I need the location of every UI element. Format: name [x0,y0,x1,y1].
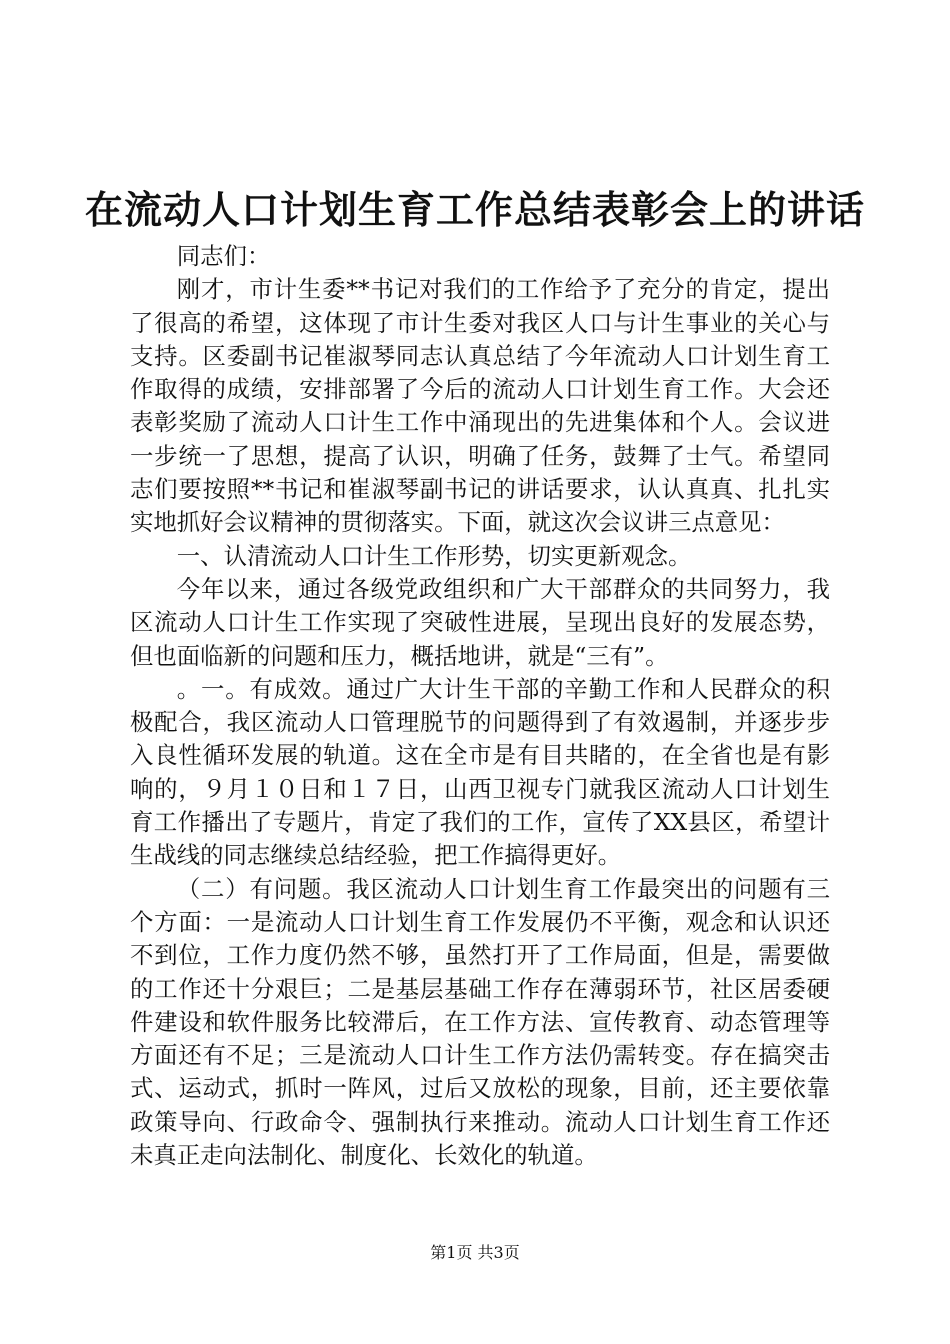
body-paragraph: （二）有问题。我区流动人口计划生育工作最突出的问题有三个方面：一是流动人口计划生育工作发展仍不平衡，观念和认识还不到位，工作力度仍然不够，虽然打开了工作局面，但是，需要做的工作还十分艰巨；二是基层基础工作存在薄弱环节，社区居委硬件建设和软件服务比较滞后，在工作方法、宣传教育、动态管理等方面还有不足；三是流动人口计生工作方法仍需转变。存在搞突击式、运动式，抓时一阵风，过后又放松的现象，目前，还主要依靠政策导向、行政命令、强制执行来推动。流动人口计划生育工作还未真正走向法制化、制度化、长效化的轨道。 [130,874,830,1170]
body-paragraph: 刚才，市计生委**书记对我们的工作给予了充分的肯定，提出了很高的希望，这体现了市计生委对我区人口与计生事业的关心与支持。区委副书记崔淑琴同志认真总结了今年流动人口计划生育工作取得的成绩，安排部署了今后的流动人口计划生育工作。大会还表彰奖励了流动人口计生工作中涌现出的先进集体和个人。会议进一步统一了思想，提高了认识，明确了任务，鼓舞了士气。希望同志们要按照**书记和崔淑琴副书记的讲话要求，认认真真、扎扎实实地抓好会议精神的贯彻落实。下面，就这次会议讲三点意见： [130,275,830,537]
page-number-footer: 第1页 共3页 [430,1243,520,1262]
document-title: 在流动人口计划生育工作总结表彰会上的讲话 [84,187,865,232]
salutation-paragraph: 同志们： [176,242,271,270]
body-paragraph: 今年以来，通过各级党政组织和广大干部群众的共同努力，我区流动人口计生工作实现了突破性进展，呈现出良好的发展态势，但也面临新的问题和压力，概括地讲，就是“三有”。 [130,574,830,670]
document-body [130,240,830,1172]
section-heading: 一、认清流动人口计生工作形势，切实更新观念。 [176,541,692,570]
body-paragraph: 。一。有成效。通过广大计生干部的辛勤工作和人民群众的积极配合，我区流动人口管理脱节的问题得到了有效遏制，并逐步步入良性循环发展的轨道。这在全市是有目共睹的，在全省也是有影响的，９月１０日和１７日，山西卫视专门就我区流动人口计划生育工作播出了专题片，肯定了我们的工作，宣传了XX县区，希望计生战线的同志继续总结经验，把工作搞得更好。 [130,674,830,870]
